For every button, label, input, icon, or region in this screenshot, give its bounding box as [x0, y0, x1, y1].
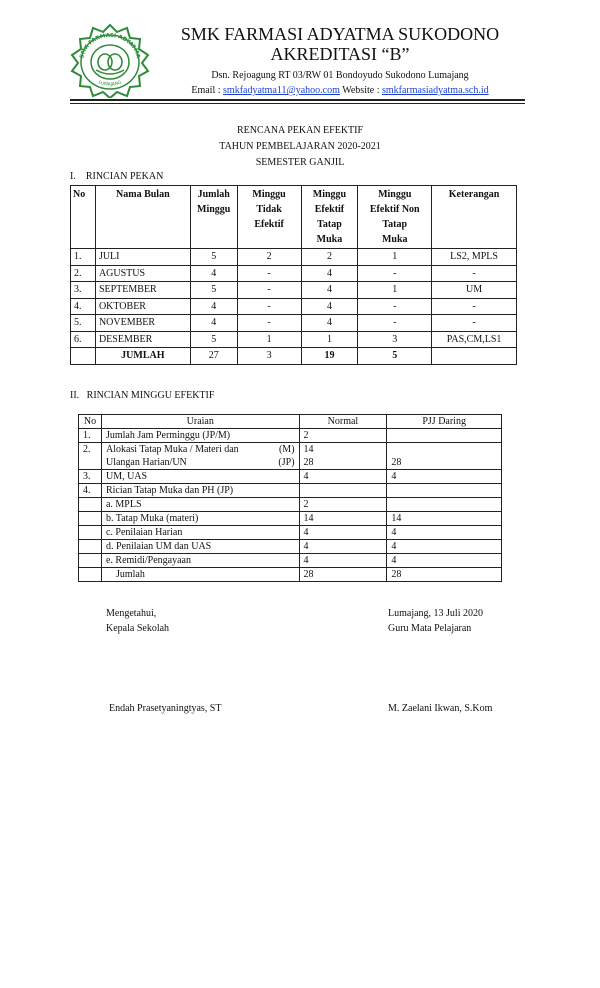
- col-jumlah-minggu: Jumlah Minggu: [190, 186, 237, 249]
- total-row: Jumlah 28 28: [79, 568, 502, 582]
- table-row: a. MPLS 2: [79, 498, 502, 512]
- accreditation: AKREDITASI “B”: [270, 44, 410, 64]
- place-date: Lumajang, 13 Juli 2020: [388, 608, 483, 619]
- table-row: 5. NOVEMBER 4 - 4 - -: [71, 315, 517, 332]
- website-link[interactable]: smkfarmasiadyatma.sch.id: [381, 85, 489, 96]
- table-row: 4. OKTOBER 4 - 4 - -: [71, 298, 517, 315]
- principal-name: Endah Prasetyaningtyas, ST: [109, 703, 222, 714]
- col-no: No: [71, 186, 96, 249]
- letterhead-rule: [70, 99, 525, 101]
- table-row: c. Penilaian Harian 4 4: [79, 526, 502, 540]
- letterhead: [150, 24, 530, 98]
- rincian-minggu-efektif-table: [78, 414, 502, 582]
- signature-right: [388, 606, 483, 636]
- section-2-label: II. RINCIAN MINGGU EFEKTIF: [70, 390, 215, 401]
- school-logo: [70, 24, 150, 98]
- section-1-label: I. RINCIAN PEKAN: [70, 171, 164, 182]
- table-header: [79, 415, 502, 429]
- table-row: 4. Rician Tatap Muka dan PH (JP): [79, 484, 502, 498]
- table-row: 3. SEPTEMBER 5 - 4 1 UM: [71, 282, 517, 299]
- table-row: b. Tatap Muka (materi) 14 14: [79, 512, 502, 526]
- table-row: 2. AGUSTUS 4 - 4 - -: [71, 265, 517, 282]
- table-row: e. Remidi/Pengayaan 4 4: [79, 554, 502, 568]
- col-no: No: [79, 415, 102, 429]
- email-label: Email :: [191, 85, 221, 96]
- doc-semester: SEMESTER GANJIL: [255, 157, 345, 168]
- col-minggu-efektif-tatap-muka: Minggu Efektif Tatap Muka: [301, 186, 358, 249]
- principal-title: Kepala Sekolah: [106, 623, 170, 634]
- contact-line: [150, 84, 530, 98]
- col-keterangan: Keterangan: [432, 186, 517, 249]
- table-row: 1. JULI 5 2 2 1 LS2, MPLS: [71, 249, 517, 266]
- total-label: JUMLAH: [95, 348, 190, 365]
- svg-text:SMK FARMASI ADYATMA: SMK FARMASI ADYATMA: [79, 32, 141, 60]
- letterhead-rule-thin: [70, 103, 525, 104]
- col-nama-bulan: Nama Bulan: [95, 186, 190, 249]
- school-address: Dsn. Rejoagung RT 03/RW 01 Bondoyudo Sukodono Lumajang: [211, 70, 469, 81]
- acknowledged-label: Mengetahui,: [106, 608, 157, 619]
- signature-left: [106, 606, 169, 636]
- teacher-name: M. Zaelani Ikwan, S.Kom: [388, 703, 493, 714]
- school-name: SMK FARMASI ADYATMA SUKODONO: [180, 24, 500, 44]
- col-pjj-daring: PJJ Daring: [387, 415, 502, 429]
- table-row: 6. DESEMBER 5 1 1 3 PAS,CM,LS1: [71, 331, 517, 348]
- website-label: Website :: [342, 85, 380, 96]
- table-row: d. Penilaian UM dan UAS 4 4: [79, 540, 502, 554]
- col-uraian: Uraian: [101, 415, 299, 429]
- table-row: 2. Alokasi Tatap Muka / Materi dan (M) Ulangan Harian/UN (JP) 14 28 28: [79, 443, 502, 470]
- table-row: 1. Jumlah Jam Perminggu (JP/M) 2: [79, 429, 502, 443]
- doc-year: TAHUN PEMBELAJARAN 2020-2021: [219, 141, 381, 152]
- col-minggu-tidak-efektif: Minggu Tidak Efektif: [237, 186, 301, 249]
- rincian-pekan-table: [70, 185, 517, 365]
- doc-title: RENCANA PEKAN EFEKTIF: [236, 125, 364, 136]
- total-row: JUMLAH 27 3 19 5: [71, 348, 517, 365]
- email-link[interactable]: smkfadyatma11@yahoo.com: [223, 85, 340, 96]
- table-row: 3. UM, UAS 4 4: [79, 470, 502, 484]
- col-normal: Normal: [299, 415, 387, 429]
- svg-text:LUMAJANG: LUMAJANG: [97, 80, 123, 88]
- teacher-title: Guru Mata Pelajaran: [388, 623, 472, 634]
- table-header: [71, 186, 517, 249]
- col-minggu-efektif-non-tatap-muka: Minggu Efektif Non Tatap Muka: [358, 186, 432, 249]
